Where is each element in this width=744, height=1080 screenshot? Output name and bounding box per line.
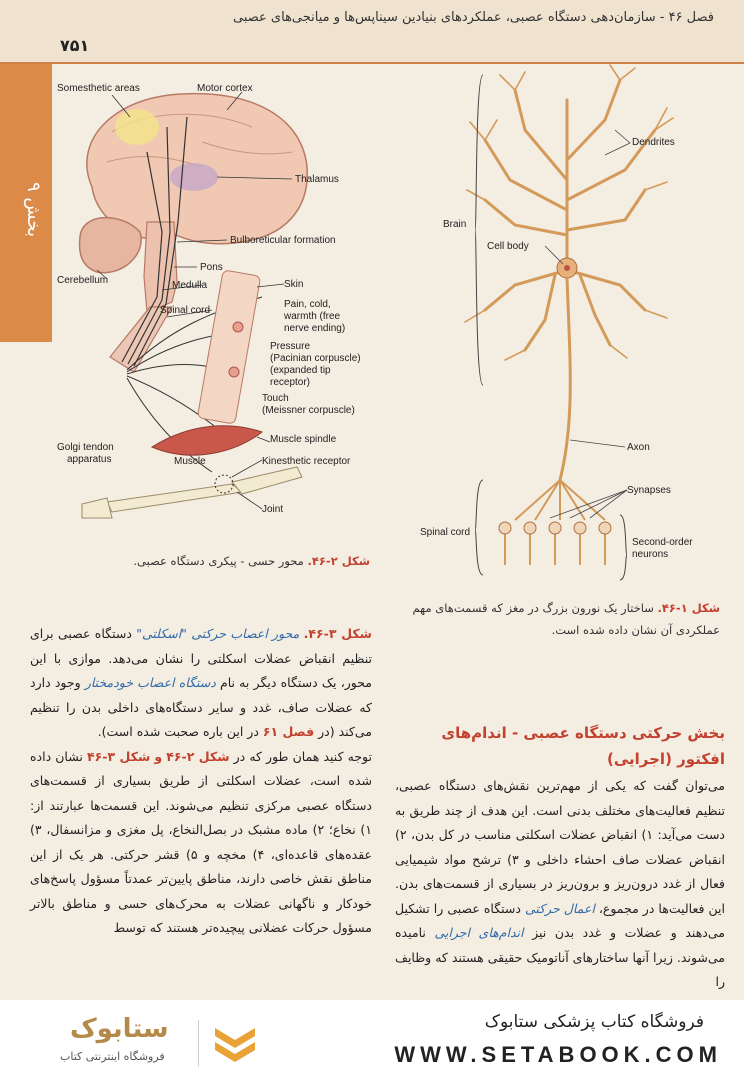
page-number: ۷۵۱	[60, 36, 90, 55]
left-text-column	[30, 622, 372, 941]
pacinian-corpuscle	[233, 322, 243, 332]
label-skin: Skin	[284, 279, 304, 290]
arm-bone	[107, 484, 242, 512]
label-cell-body: Cell body	[487, 241, 529, 252]
footer-banner	[0, 1000, 744, 1080]
label-pain-3: nerve ending)	[284, 323, 346, 334]
axon	[560, 278, 570, 480]
figure-right-caption	[395, 597, 720, 641]
dendrite-branch	[485, 200, 567, 235]
label-kinesthetic: Kinesthetic receptor	[262, 456, 351, 467]
section-title: بخش حرکتی دستگاه عصبی - اندام‌های افکتور (اجرایی)	[441, 724, 725, 768]
right-text-column	[395, 774, 725, 995]
right-paragraph: می‌توان گفت که یکی از مهم‌ترین نقش‌های دستگاه عصبی، تنظیم فعالیت‌های مختلف بدنی است. این هدف از چند طریق به دست می‌آید: ۱) انقباض عضلات اسکلتی مناسب در کل بدن، ۲) انقباض عضلات صاف احشاء داخلی و ۳) ترشح مواد شیمیایی فعال از غدد درون‌ریز و برون‌ریز در بسیاری از قسمت‌های بدن. این فعالیت‌ها در مجموع، اعمال حرکتی دستگاه عصبی را تشکیل می‌دهند و عضلات و غدد بدن نیز اندام‌های اجرایی نامیده می‌شوند. زیرا آنها ساختارهای آناتومیک حقیقی هستند که وظایف را	[395, 778, 725, 989]
label-pain-1: Pain, cold,	[284, 299, 331, 310]
label-cerebellum: Cerebellum	[57, 275, 109, 286]
muscle-shape	[152, 426, 262, 455]
second-order-neurons	[505, 530, 605, 565]
label-touch-1: Touch	[262, 393, 289, 404]
second-order-brace	[620, 515, 627, 580]
label-pressure-2: (Pacinian corpuscle)	[270, 353, 361, 364]
page-header	[0, 0, 744, 64]
logo-text: ستابوک	[70, 1014, 169, 1044]
dendrite-branch	[485, 140, 567, 210]
label-axon: Axon	[627, 442, 650, 453]
label-pons: Pons	[200, 262, 223, 273]
shop-url[interactable]: WWW.SETABOOK.COM	[394, 1042, 722, 1067]
label-joint: Joint	[262, 504, 284, 515]
dendrite-branch	[515, 90, 567, 180]
label-somesthetic: Somesthetic areas	[57, 83, 140, 94]
chapter-title: فصل ۴۶ - سازمان‌دهی دستگاه عصبی، عملکردهای بنیادین سیناپس‌ها و میانجی‌های عصبی	[233, 10, 714, 25]
left-paragraph-2: توجه کنید همان طور که در شکل ۲-۴۶ و شکل ۳-۴۶ نشان داده شده است، عضلات اسکلتی از طریق بسیاری از قسمت‌های دستگاه عصبی مرکزی تنظیم می‌شوند. این قسمت‌ها عبارتند از: ۱) نخاع؛ ۲) ماده مشبک در بصل‌النخاع، پل مغزی و مزانسفال، ۳) عقده‌های قاعده‌ای، ۴) مخچه و ۵) قشر حرکتی. هر یک از این مناطق نقش خاصی دارند، مناطق پایین‌تر عمدتاً مسؤول پاسخ‌های خودکار و ناگهانی عضلات به محرک‌های حسی و مناطق بالاتر مسؤول حرکات عضلانی پیچیده‌تر هستند که توسط	[30, 748, 372, 935]
label-pressure-4: receptor)	[270, 377, 311, 388]
label-pressure-3: (expanded tip	[270, 365, 331, 376]
label-second-order-2: neurons	[632, 549, 669, 560]
label-pressure-1: Pressure	[270, 341, 311, 352]
label-medulla: Medulla	[172, 280, 208, 291]
label-golgi-1: Golgi tendon	[57, 442, 114, 453]
label-thalamus: Thalamus	[295, 174, 339, 185]
label-muscle: Muscle	[174, 456, 206, 467]
figure-left-caption	[120, 550, 370, 572]
brainstem-shape	[144, 222, 177, 312]
spinal-brace	[475, 480, 483, 575]
dendrite-branch	[525, 275, 555, 350]
thalamus-shape	[170, 163, 218, 191]
section-tab-label: بخش ۹	[23, 181, 44, 237]
label-second-order-1: Second-order	[632, 537, 693, 548]
somesthetic-area	[115, 109, 159, 145]
dendrite-branch	[567, 190, 645, 230]
label-bulboreticular: Bulboreticular formation	[230, 235, 336, 246]
logo-divider	[198, 1020, 199, 1066]
label-motor-cortex: Motor cortex	[197, 83, 253, 94]
somatosensory-figure	[52, 72, 368, 542]
label-spinal-cord: Spinal cord	[160, 305, 211, 316]
caption-text: محور حسی - پیکری دستگاه عصبی.	[133, 554, 304, 568]
section-side-tab	[0, 64, 52, 342]
skin-strip	[197, 270, 260, 424]
label-spinal-cord-right: Spinal cord	[420, 527, 471, 538]
label-brain: Brain	[443, 219, 467, 230]
hand-bones	[82, 498, 112, 518]
nucleus	[564, 265, 570, 271]
caption-label: شکل ۲-۴۶.	[307, 554, 370, 568]
caption-label: شکل ۱-۴۶.	[657, 601, 720, 615]
caption-text: ساختار یک نورون بزرگ در مغز که قسمت‌های مهم عملکردی آن نشان داده شده است.	[412, 601, 720, 637]
dendrite-branch	[567, 270, 645, 310]
dendrite-branch	[580, 275, 610, 345]
logo-subtitle: فروشگاه اینترنتی کتاب	[60, 1050, 165, 1063]
shop-name: فروشگاه کتاب پزشکی ستابوک	[484, 1012, 704, 1032]
meissner-corpuscle	[229, 367, 239, 377]
left-paragraph-1: شکل ۳-۴۶. محور اعصاب حرکتی "اسکلتی" دستگاه عصبی برای تنظیم انقباض عضلات اسکلتی را نشان می‌دهد. موازی با این محور، یک دستگاه دیگر به نام دستگاه اعصاب خودمختار وجود دارد که عضلات صاف، غدد و سایر دستگاه‌های داخلی بدن را تنظیم می‌کند (در فصل ۶۱ در این باره صحبت شده است).	[30, 626, 373, 739]
logo-chevron-icon	[210, 1020, 260, 1066]
brain-brace	[475, 75, 483, 385]
label-synapses: Synapses	[627, 485, 671, 496]
label-touch-2: (Meissner corpuscle)	[262, 405, 355, 416]
cerebellum-shape	[80, 218, 142, 273]
label-pain-2: warmth (free	[284, 311, 341, 322]
label-golgi-2: apparatus	[67, 454, 112, 465]
dendrite-branch	[567, 80, 620, 160]
neuron-figure	[405, 60, 725, 590]
label-muscle-spindle: Muscle spindle	[270, 434, 337, 445]
label-dendrites: Dendrites	[632, 137, 675, 148]
